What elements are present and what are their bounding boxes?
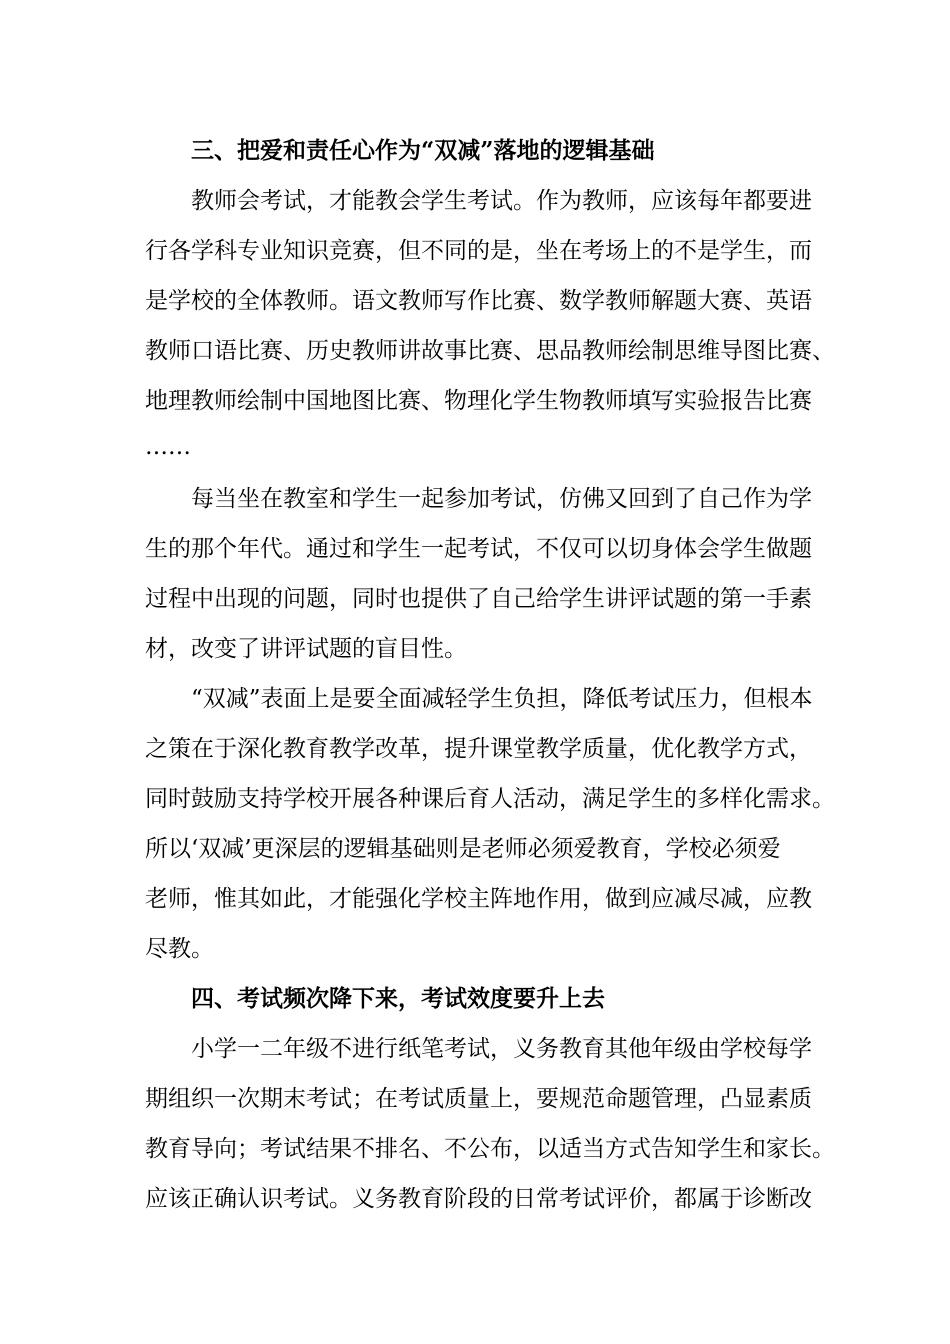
section-4-heading: 四、考试频次降下来，考试效度要升上去 <box>191 985 605 1012</box>
paragraph-line: 所以‘双减’更深层的逻辑基础则是老师必须爱教育，学校必须爱 <box>145 836 781 862</box>
paragraph-line: 尽教。 <box>145 936 214 962</box>
paragraph-line: 是学校的全体教师。语文教师写作比赛、数学教师解题大赛、英语 <box>145 288 812 314</box>
paragraph-line: 每当坐在教室和学生一起参加考试，仿佛又回到了自己作为学 <box>191 486 812 512</box>
paragraph-line: 教师口语比赛、历史教师讲故事比赛、思品教师绘制思维导图比赛、 <box>145 338 835 364</box>
paragraph-line: 生的那个年代。通过和学生一起考试，不仅可以切身体会学生做题 <box>145 536 812 562</box>
paragraph-line: 行各学科专业知识竞赛，但不同的是，坐在考场上的不是学生，而 <box>145 238 812 264</box>
paragraph-line: 地理教师绘制中国地图比赛、物理化学生物教师填写实验报告比赛 <box>145 388 812 414</box>
paragraph-line: 材，改变了讲评试题的盲目性。 <box>145 636 467 662</box>
paragraph-line: 过程中出现的问题，同时也提供了自己给学生讲评试题的第一手素 <box>145 586 812 612</box>
section-3-heading: 三、把爱和责任心作为“双减”落地的逻辑基础 <box>191 137 655 164</box>
paragraph-line: 应该正确认识考试。义务教育阶段的日常考试评价，都属于诊断改 <box>145 1186 812 1212</box>
paragraph-line: 之策在于深化教育教学改革，提升课堂教学质量，优化教学方式， <box>145 736 812 762</box>
paragraph-line: 教师会考试，才能教会学生考试。作为教师，应该每年都要进 <box>191 188 812 214</box>
paragraph-line: 小学一二年级不进行纸笔考试，义务教育其他年级由学校每学 <box>191 1036 812 1062</box>
paragraph-line: 同时鼓励支持学校开展各种课后育人活动，满足学生的多样化需求。 <box>145 786 835 812</box>
paragraph-line: …… <box>145 434 191 460</box>
paragraph-line: 期组织一次期末考试；在考试质量上，要规范命题管理，凸显素质 <box>145 1086 812 1112</box>
paragraph-line: 教育导向；考试结果不排名、不公布，以适当方式告知学生和家长。 <box>145 1136 835 1162</box>
paragraph-line: 老师，惟其如此，才能强化学校主阵地作用，做到应减尽减，应教 <box>145 886 812 912</box>
paragraph-line: “双减”表面上是要全面减轻学生负担，降低考试压力，但根本 <box>191 686 813 712</box>
